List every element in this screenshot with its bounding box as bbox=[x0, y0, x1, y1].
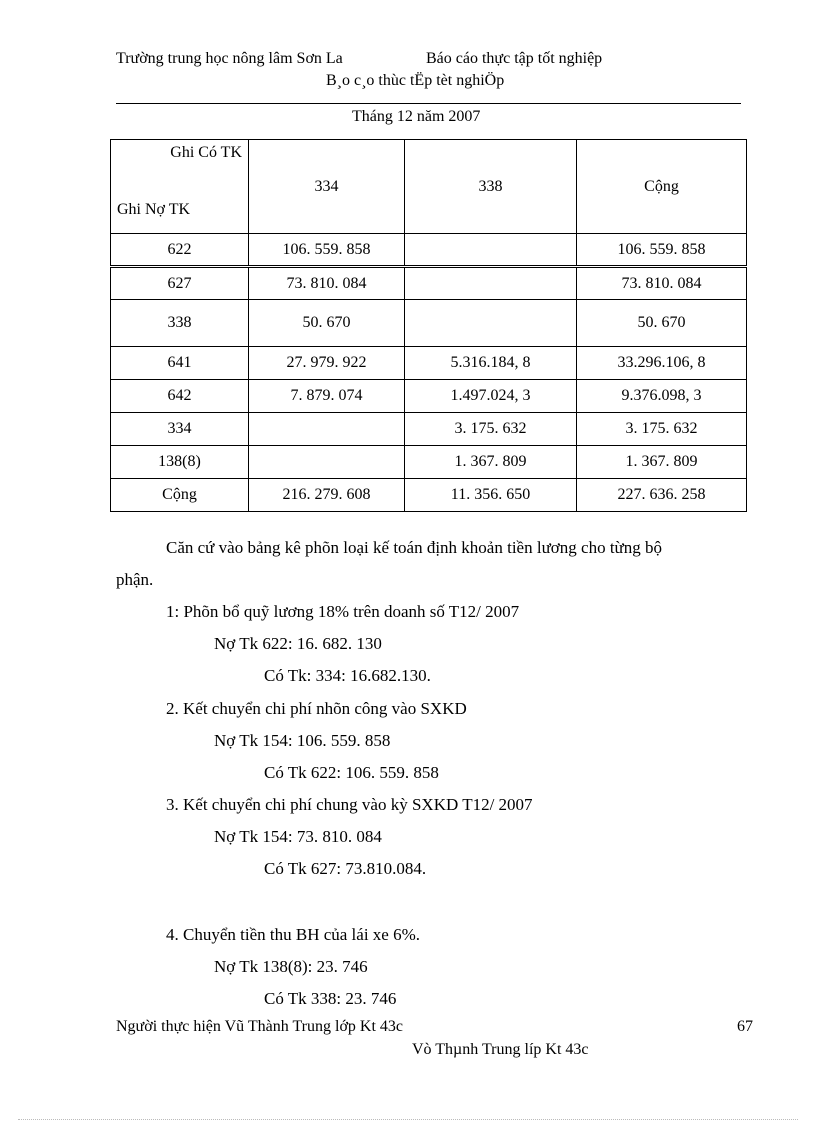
debit-entry: Nợ Tk 138(8): 23. 746 bbox=[214, 957, 368, 976]
total-cell: 3. 175. 632 bbox=[577, 413, 747, 446]
value-cell: 216. 279. 608 bbox=[249, 479, 405, 512]
table-row bbox=[111, 380, 747, 413]
value-cell bbox=[405, 267, 577, 300]
value-cell: 27. 979. 922 bbox=[249, 347, 405, 380]
value-cell: 3. 175. 632 bbox=[405, 413, 577, 446]
total-cell: 1. 367. 809 bbox=[577, 446, 747, 479]
column-header: Cộng bbox=[577, 140, 747, 234]
debit-entry: Nợ Tk 622: 16. 682. 130 bbox=[214, 634, 382, 653]
account-cell: 622 bbox=[111, 234, 249, 267]
header-report-title-garbled: B¸o c¸o thùc tËp tèt nghiÖp bbox=[326, 72, 505, 89]
salary-allocation-table bbox=[110, 139, 747, 512]
total-cell: 73. 810. 084 bbox=[577, 267, 747, 300]
entry-heading: 1: Phõn bổ quỹ lương 18% trên doanh số T12/ 2007 bbox=[166, 602, 520, 621]
table-header-row bbox=[111, 140, 747, 234]
credit-entry: Có Tk 338: 23. 746 bbox=[264, 989, 397, 1008]
intro-paragraph-line2: phận. bbox=[116, 570, 154, 589]
page-number: 67 bbox=[737, 1018, 753, 1035]
value-cell: 11. 356. 650 bbox=[405, 479, 577, 512]
table-row bbox=[111, 300, 747, 347]
total-cell: 33.296.106, 8 bbox=[577, 347, 747, 380]
value-cell bbox=[249, 413, 405, 446]
credit-account-label: Ghi Có TK bbox=[170, 144, 242, 161]
value-cell bbox=[405, 234, 577, 267]
value-cell: 7. 879. 074 bbox=[249, 380, 405, 413]
value-cell: 5.316.184, 8 bbox=[405, 347, 577, 380]
intro-paragraph-line1: Căn cứ vào bảng kê phõn loại kế toán định khoản tiền lương cho từng bộ bbox=[166, 538, 663, 557]
debit-entry: Nợ Tk 154: 73. 810. 084 bbox=[214, 827, 382, 846]
entry-heading: 3. Kết chuyển chi phí chung vào kỳ SXKD T12/ 2007 bbox=[166, 795, 533, 814]
debit-entry: Nợ Tk 154: 106. 559. 858 bbox=[214, 731, 391, 750]
column-header: 334 bbox=[249, 140, 405, 234]
header-school: Trường trung học nông lâm Sơn La bbox=[116, 50, 343, 67]
header-report-title: Báo cáo thực tập tốt nghiệp bbox=[426, 50, 603, 67]
corner-header-cell bbox=[111, 140, 249, 234]
value-cell bbox=[249, 446, 405, 479]
value-cell: 73. 810. 084 bbox=[249, 267, 405, 300]
total-cell: 9.376.098, 3 bbox=[577, 380, 747, 413]
credit-entry: Có Tk: 334: 16.682.130. bbox=[264, 666, 431, 685]
table-caption: Tháng 12 năm 2007 bbox=[352, 108, 481, 125]
footer-author-garbled: Vò Thµnh Trung líp Kt 43c bbox=[412, 1041, 589, 1058]
value-cell: 106. 559. 858 bbox=[249, 234, 405, 267]
header-divider bbox=[116, 103, 741, 104]
total-cell: 106. 559. 858 bbox=[577, 234, 747, 267]
table-row bbox=[111, 267, 747, 300]
account-cell: Cộng bbox=[111, 479, 249, 512]
value-cell bbox=[405, 300, 577, 347]
account-cell: 642 bbox=[111, 380, 249, 413]
table-total-row bbox=[111, 479, 747, 512]
value-cell: 1. 367. 809 bbox=[405, 446, 577, 479]
account-cell: 138(8) bbox=[111, 446, 249, 479]
column-header: 338 bbox=[405, 140, 577, 234]
account-cell: 338 bbox=[111, 300, 249, 347]
footer-author: Người thực hiện Vũ Thành Trung lớp Kt 43c bbox=[116, 1018, 404, 1035]
table-row bbox=[111, 413, 747, 446]
value-cell: 50. 670 bbox=[249, 300, 405, 347]
entry-heading: 4. Chuyển tiền thu BH của lái xe 6%. bbox=[166, 925, 421, 944]
entry-heading: 2. Kết chuyển chi phí nhõn công vào SXKD bbox=[166, 699, 467, 718]
account-cell: 641 bbox=[111, 347, 249, 380]
total-cell: 227. 636. 258 bbox=[577, 479, 747, 512]
value-cell: 1.497.024, 3 bbox=[405, 380, 577, 413]
credit-entry: Có Tk 627: 73.810.084. bbox=[264, 859, 427, 878]
table-row bbox=[111, 234, 747, 267]
account-cell: 627 bbox=[111, 267, 249, 300]
credit-entry: Có Tk 622: 106. 559. 858 bbox=[264, 763, 439, 782]
account-cell: 334 bbox=[111, 413, 249, 446]
table-row bbox=[111, 446, 747, 479]
debit-account-label: Ghi Nợ TK bbox=[117, 201, 191, 218]
page-bottom-divider bbox=[18, 1119, 798, 1120]
total-cell: 50. 670 bbox=[577, 300, 747, 347]
table-row bbox=[111, 347, 747, 380]
